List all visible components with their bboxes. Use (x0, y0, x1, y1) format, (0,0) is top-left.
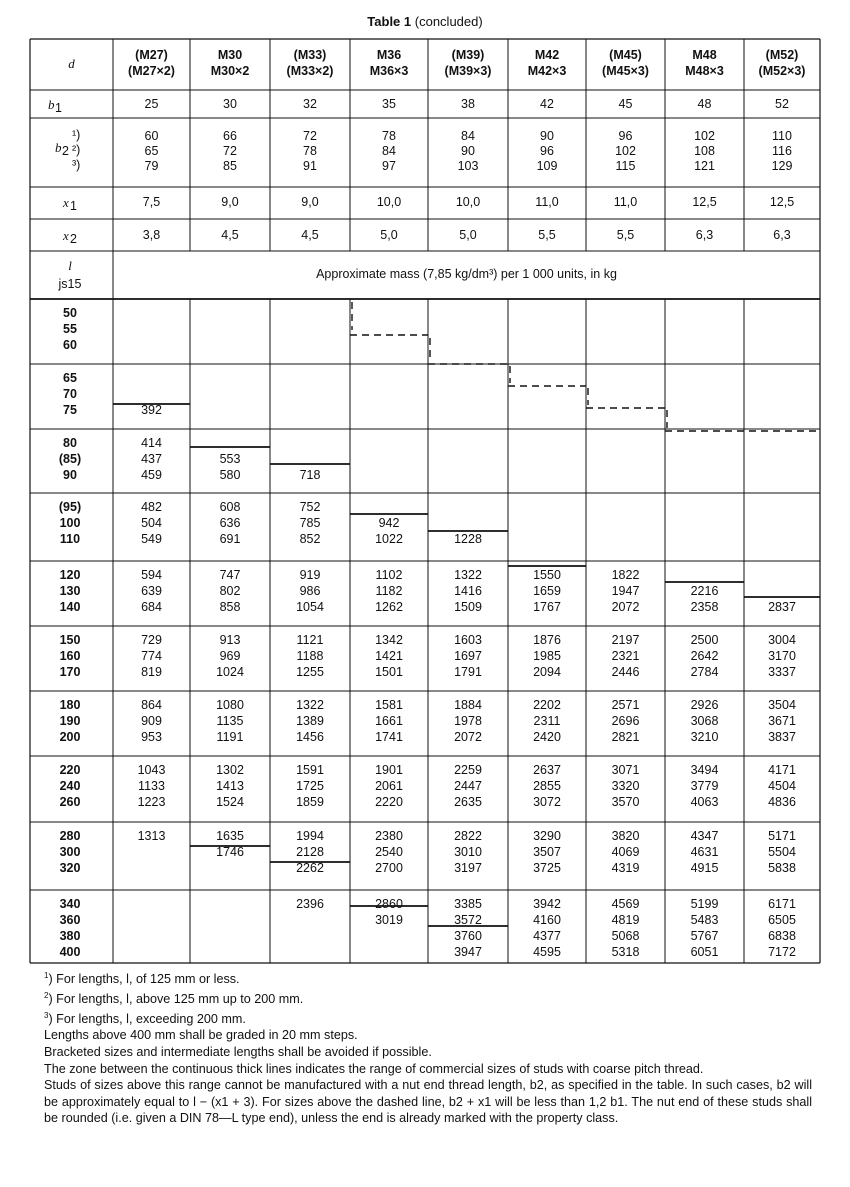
length-2-2: 90 (63, 468, 77, 482)
x2-value-2: 4,5 (301, 228, 319, 242)
mass-2-0-2: 459 (141, 468, 162, 482)
mass-8-4-2: 3197 (454, 861, 482, 875)
tolerance-label: js15 (58, 277, 82, 291)
length-4-2: 140 (59, 600, 81, 614)
length-8-2: 320 (59, 861, 81, 875)
b2-value-1-4: 90 (461, 144, 475, 158)
mass-9-5-1: 4160 (533, 913, 561, 927)
x2-value-4: 5,0 (459, 228, 477, 242)
mass-9-8-3: 7172 (768, 945, 796, 959)
mass-2-2-2: 718 (299, 468, 321, 482)
mass-4-2-2: 1054 (296, 600, 324, 614)
mass-6-2-0: 1322 (296, 698, 324, 712)
mass-2-0-0: 414 (141, 436, 162, 450)
mass-5-8-0: 3004 (768, 633, 796, 647)
mass-7-1-1: 1413 (216, 779, 244, 793)
mass-5-1-2: 1024 (216, 665, 244, 679)
mass-4-2-0: 919 (299, 568, 321, 582)
mass-8-5-0: 3290 (533, 829, 561, 843)
b2-value-1-0: 65 (144, 144, 159, 158)
note-7: Studs of sizes above this range cannot be manufactured with a nut end thread length, b2, as specified in the table. In such cases, b2 will be approximately equal to l − (x1 + 3). For sizes above the dashed line, b2 + x1 will be less than 1,2 b1. The nut end of these studs shall be rounded (i.e. given a DIN 78—L type end), unless the end is already marked with the property class. (44, 1078, 812, 1126)
mass-7-7-2: 4063 (690, 795, 719, 809)
size-bottom-8: (M52×3) (758, 64, 806, 78)
table-title: Table 1 (367, 14, 412, 29)
mass-6-8-0: 3504 (768, 698, 796, 712)
b2-value-0-0: 60 (144, 129, 159, 143)
mass-9-4-2: 3760 (454, 929, 482, 943)
mass-9-7-2: 5767 (690, 929, 719, 943)
b1-value-0: 25 (144, 97, 159, 111)
x1-value-8: 12,5 (769, 195, 795, 209)
mass-2-0-1: 437 (141, 452, 162, 466)
b2-footnote-ref-0: ¹) (72, 128, 81, 142)
mass-8-7-2: 4915 (690, 861, 719, 875)
length-0-2: 60 (63, 338, 77, 352)
size-top-1: M30 (217, 48, 243, 62)
mass-5-6-2: 2446 (611, 665, 640, 679)
b1-value-8: 52 (775, 97, 789, 111)
length-1-1: 70 (63, 387, 77, 401)
x1-label: x (63, 195, 69, 210)
b1-value-2: 32 (303, 97, 317, 111)
length-5-0: 150 (59, 633, 81, 647)
mass-8-3-0: 2380 (375, 829, 403, 843)
mass-9-4-3: 3947 (454, 945, 482, 959)
mass-8-0-0: 1313 (137, 829, 166, 843)
mass-6-3-1: 1661 (375, 714, 403, 728)
length-6-0: 180 (59, 698, 81, 712)
b2-value-1-2: 78 (303, 144, 317, 158)
x1-value-5: 11,0 (535, 195, 559, 209)
mass-3-1-2: 691 (219, 532, 241, 546)
b1-label-sub: 1 (55, 101, 62, 115)
mass-4-1-1: 802 (219, 584, 241, 598)
x1-value-4: 10,0 (455, 195, 481, 209)
mass-7-5-0: 2637 (533, 763, 561, 777)
x1-value-1: 9,0 (221, 195, 239, 209)
length-9-1: 360 (59, 913, 81, 927)
b1-value-5: 42 (540, 97, 554, 111)
length-1-0: 65 (63, 371, 77, 385)
mass-9-3-1: 3019 (375, 913, 403, 927)
x2-value-5: 5,5 (538, 228, 556, 242)
mass-4-8-2: 2837 (768, 600, 796, 614)
b2-value-1-1: 72 (223, 144, 237, 158)
x2-value-0: 3,8 (142, 228, 161, 242)
note-1: $^1$) For lengths, l, of 125 mm or less. (44, 971, 240, 987)
b2-value-0-1: 66 (223, 129, 237, 143)
length-8-1: 300 (59, 845, 81, 859)
length-6-2: 200 (59, 730, 81, 744)
mass-5-0-2: 819 (141, 665, 162, 679)
mass-7-0-1: 1133 (138, 779, 165, 793)
mass-8-5-1: 3507 (533, 845, 561, 859)
mass-9-3-0: 2860 (375, 897, 403, 911)
mass-8-1-1: 1746 (216, 845, 244, 859)
mass-1-0-2: 392 (141, 403, 162, 417)
mass-6-6-0: 2571 (611, 698, 640, 712)
mass-7-4-2: 2635 (454, 795, 482, 809)
b1-value-4: 38 (461, 97, 475, 111)
b2-value-1-3: 84 (382, 144, 396, 158)
x2-value-6: 5,5 (616, 228, 635, 242)
mass-7-1-0: 1302 (216, 763, 244, 777)
size-bottom-5: M42×3 (527, 64, 567, 78)
mass-6-4-0: 1884 (454, 698, 482, 712)
mass-9-8-0: 6171 (768, 897, 796, 911)
d-label: d (68, 56, 75, 71)
mass-6-7-2: 3210 (690, 730, 719, 744)
mass-8-2-0: 1994 (296, 829, 324, 843)
length-4-0: 120 (59, 568, 81, 582)
mass-8-8-1: 5504 (768, 845, 796, 859)
mass-9-5-0: 3942 (533, 897, 561, 911)
mass-6-1-2: 1191 (216, 730, 244, 744)
mass-7-7-1: 3779 (690, 779, 719, 793)
mass-8-2-2: 2262 (296, 861, 324, 875)
mass-5-5-1: 1985 (533, 649, 561, 663)
b2-value-2-6: 115 (615, 159, 636, 173)
b1-value-3: 35 (382, 97, 396, 111)
length-7-1: 240 (59, 779, 81, 793)
b2-value-2-8: 129 (771, 159, 793, 173)
b2-value-2-7: 121 (694, 159, 715, 173)
b2-value-1-7: 108 (694, 144, 715, 158)
mass-4-7-2: 2358 (690, 600, 719, 614)
size-bottom-4: (M39×3) (444, 64, 492, 78)
mass-5-7-1: 2642 (690, 649, 719, 663)
mass-4-7-1: 2216 (690, 584, 719, 598)
mass-5-8-1: 3170 (768, 649, 796, 663)
mass-5-4-2: 1791 (454, 665, 482, 679)
mass-9-8-2: 6838 (768, 929, 796, 943)
mass-4-4-1: 1416 (454, 584, 482, 598)
mass-5-3-2: 1501 (375, 665, 403, 679)
length-6-1: 190 (59, 714, 81, 728)
mass-7-3-0: 1901 (375, 763, 403, 777)
mass-9-7-1: 5483 (690, 913, 719, 927)
length-9-3: 400 (59, 945, 81, 959)
mass-4-3-1: 1182 (375, 584, 403, 598)
b2-footnote-ref-2: ³) (72, 158, 81, 172)
b2-value-0-2: 72 (303, 129, 317, 143)
mass-6-0-1: 909 (141, 714, 162, 728)
table-notes (44, 968, 812, 1127)
mass-2-1-2: 580 (219, 468, 241, 482)
mass-3-1-0: 608 (219, 500, 241, 514)
mass-7-4-1: 2447 (454, 779, 482, 793)
mass-6-4-2: 2072 (454, 730, 482, 744)
l-label: l (68, 258, 72, 273)
mass-5-0-1: 774 (141, 649, 162, 663)
size-top-6: (M45) (609, 48, 642, 62)
mass-5-7-0: 2500 (690, 633, 719, 647)
size-top-4: (M39) (451, 48, 485, 62)
length-0-0: 50 (63, 306, 77, 320)
mass-6-3-2: 1741 (375, 730, 403, 744)
mass-7-3-1: 2061 (375, 779, 403, 793)
x1-value-2: 9,0 (301, 195, 319, 209)
mass-6-3-0: 1581 (375, 698, 403, 712)
mass-5-5-2: 2094 (533, 665, 561, 679)
mass-6-4-1: 1978 (454, 714, 482, 728)
note-3: $^3$) For lengths, l, exceeding 200 mm. (44, 1010, 246, 1026)
b2-value-2-0: 79 (144, 159, 159, 173)
mass-7-0-2: 1223 (137, 795, 166, 809)
mass-4-1-0: 747 (219, 568, 241, 582)
mass-2-1-1: 553 (219, 452, 241, 466)
mass-7-4-0: 2259 (454, 763, 482, 777)
length-4-1: 130 (59, 584, 81, 598)
table-title-suffix: (concluded) (414, 14, 483, 29)
mass-7-5-1: 2855 (533, 779, 561, 793)
mass-5-6-1: 2321 (611, 649, 640, 663)
size-bottom-6: (M45×3) (602, 64, 649, 78)
mass-6-6-1: 2696 (611, 714, 640, 728)
mass-7-8-1: 4504 (768, 779, 796, 793)
b1-label: b (48, 97, 55, 112)
mass-6-6-2: 2821 (611, 730, 640, 744)
mass-7-5-2: 3072 (533, 795, 561, 809)
mass-3-0-1: 504 (141, 516, 162, 530)
b2-value-2-5: 109 (536, 159, 558, 173)
size-bottom-1: M30×2 (210, 64, 250, 78)
mass-8-5-2: 3725 (533, 861, 561, 875)
mass-8-3-1: 2540 (375, 845, 403, 859)
b2-value-1-5: 96 (540, 144, 554, 158)
mass-6-5-0: 2202 (533, 698, 561, 712)
mass-3-3-2: 1022 (375, 532, 403, 546)
mass-9-8-1: 6505 (768, 913, 796, 927)
x2-value-3: 5,0 (380, 228, 398, 242)
b2-value-2-2: 91 (303, 159, 317, 173)
size-top-8: (M52) (765, 48, 799, 62)
x1-value-6: 11,0 (613, 195, 638, 209)
mass-4-0-0: 594 (141, 568, 162, 582)
mass-6-0-0: 864 (141, 698, 162, 712)
b2-value-1-6: 102 (615, 144, 636, 158)
mass-4-6-2: 2072 (611, 600, 640, 614)
mass-7-8-2: 4836 (768, 795, 796, 809)
mass-9-6-0: 4569 (611, 897, 640, 911)
note-5: Bracketed sizes and intermediate lengths shall be avoided if possible. (44, 1044, 432, 1059)
mass-8-6-0: 3820 (611, 829, 640, 843)
mass-5-5-0: 1876 (533, 633, 561, 647)
mass-7-6-2: 3570 (611, 795, 640, 809)
mass-9-7-3: 6051 (690, 945, 719, 959)
note-4: Lengths above 400 mm shall be graded in 20 mm steps. (44, 1028, 358, 1043)
mass-5-1-0: 913 (219, 633, 241, 647)
length-9-0: 340 (59, 897, 81, 911)
mass-4-3-0: 1102 (375, 568, 403, 582)
mass-7-2-1: 1725 (296, 779, 324, 793)
b1-value-7: 48 (697, 97, 712, 111)
mass-8-7-0: 4347 (690, 829, 719, 843)
mass-7-8-0: 4171 (768, 763, 796, 777)
mass-5-0-0: 729 (141, 633, 162, 647)
mass-7-6-1: 3320 (611, 779, 640, 793)
mass-9-6-2: 5068 (611, 929, 640, 943)
mass-6-1-1: 1135 (216, 714, 244, 728)
b2-footnote-ref-1: ²) (72, 143, 81, 157)
length-8-0: 280 (59, 829, 81, 843)
x2-value-1: 4,5 (221, 228, 239, 242)
x1-label-sub: 1 (70, 199, 77, 213)
mass-3-4-2: 1228 (454, 532, 482, 546)
mass-3-0-2: 549 (141, 532, 162, 546)
length-3-2: 110 (59, 532, 81, 546)
mass-9-2-0: 2396 (296, 897, 324, 911)
size-bottom-0: (M27×2) (128, 64, 175, 78)
b2-value-2-1: 85 (223, 159, 237, 173)
mass-4-6-0: 1822 (611, 568, 640, 582)
mass-8-1-0: 1635 (216, 829, 244, 843)
mass-9-4-0: 3385 (454, 897, 482, 911)
mass-8-8-2: 5838 (768, 861, 796, 875)
mass-4-4-2: 1509 (454, 600, 482, 614)
b2-value-2-4: 103 (457, 159, 479, 173)
mass-5-3-0: 1342 (375, 633, 403, 647)
mass-6-8-1: 3671 (768, 714, 796, 728)
size-top-5: M42 (534, 48, 560, 62)
length-7-2: 260 (59, 795, 81, 809)
length-2-0: 80 (63, 436, 77, 450)
b2-label: b (55, 140, 62, 155)
b2-value-0-4: 84 (461, 129, 475, 143)
b1-value-1: 30 (223, 97, 237, 111)
x1-value-3: 10,0 (376, 195, 402, 209)
mass-5-8-2: 3337 (768, 665, 796, 679)
mass-5-6-0: 2197 (611, 633, 640, 647)
mass-8-4-0: 2822 (454, 829, 482, 843)
mass-4-6-1: 1947 (611, 584, 640, 598)
mass-4-1-2: 858 (219, 600, 241, 614)
b2-value-1-8: 116 (772, 144, 792, 158)
b2-value-0-8: 110 (772, 129, 792, 143)
b2-value-0-3: 78 (382, 129, 396, 143)
mass-7-2-0: 1591 (296, 763, 324, 777)
mass-4-0-1: 639 (141, 584, 162, 598)
mass-6-7-0: 2926 (690, 698, 719, 712)
mass-7-2-2: 1859 (296, 795, 324, 809)
mass-6-7-1: 3068 (690, 714, 719, 728)
mass-4-5-0: 1550 (533, 568, 561, 582)
mass-8-8-0: 5171 (768, 829, 796, 843)
mass-6-8-2: 3837 (768, 730, 796, 744)
mass-8-6-2: 4319 (611, 861, 640, 875)
mass-6-5-1: 2311 (533, 714, 561, 728)
mass-4-3-2: 1262 (375, 600, 403, 614)
mass-7-0-0: 1043 (137, 763, 166, 777)
mass-caption: Approximate mass (7,85 kg/dm³) per 1 000 units, in kg (316, 267, 617, 281)
note-6: The zone between the continuous thick lines indicates the range of commercial sizes of studs with coarse pitch thread. (44, 1061, 704, 1076)
x2-value-8: 6,3 (773, 228, 791, 242)
mass-4-4-0: 1322 (454, 568, 482, 582)
mass-9-6-3: 5318 (611, 945, 640, 959)
length-3-0: (95) (58, 500, 82, 514)
mass-3-2-2: 852 (299, 532, 321, 546)
x1-value-0: 7,5 (142, 195, 161, 209)
b2-value-0-7: 102 (694, 129, 715, 143)
mass-3-3-1: 942 (378, 516, 400, 530)
mass-7-6-0: 3071 (611, 763, 640, 777)
mass-6-2-1: 1389 (296, 714, 324, 728)
mass-6-0-2: 953 (141, 730, 162, 744)
mass-9-4-1: 3572 (454, 913, 482, 927)
mass-5-2-1: 1188 (296, 649, 324, 663)
mass-6-1-0: 1080 (216, 698, 244, 712)
b2-value-0-5: 90 (540, 129, 554, 143)
size-top-7: M48 (692, 48, 717, 62)
mass-5-4-0: 1603 (454, 633, 482, 647)
mass-6-2-2: 1456 (296, 730, 324, 744)
mass-9-7-0: 5199 (690, 897, 719, 911)
x2-label: x (63, 228, 69, 243)
length-9-2: 380 (59, 929, 81, 943)
mass-4-5-1: 1659 (533, 584, 561, 598)
size-bottom-3: M36×3 (369, 64, 409, 78)
mass-8-2-1: 2128 (296, 845, 324, 859)
mass-4-0-2: 684 (141, 600, 162, 614)
mass-7-1-2: 1524 (216, 795, 244, 809)
mass-9-5-2: 4377 (533, 929, 561, 943)
mass-3-0-0: 482 (141, 500, 162, 514)
b2-value-2-3: 97 (382, 159, 396, 173)
mass-4-2-1: 986 (299, 584, 321, 598)
mass-9-6-1: 4819 (611, 913, 640, 927)
mass-5-4-1: 1697 (454, 649, 482, 663)
mass-8-4-1: 3010 (454, 845, 482, 859)
b2-value-0-6: 96 (618, 129, 633, 143)
mass-4-5-2: 1767 (533, 600, 561, 614)
mass-7-7-0: 3494 (690, 763, 719, 777)
b2-label-sub: 2 (62, 144, 69, 158)
mass-9-5-3: 4595 (533, 945, 561, 959)
size-top-0: (M27) (135, 48, 168, 62)
size-top-3: M36 (376, 48, 402, 62)
x2-label-sub: 2 (70, 232, 77, 246)
size-bottom-2: (M33×2) (286, 64, 334, 78)
mass-5-3-1: 1421 (375, 649, 403, 663)
mass-3-1-1: 636 (219, 516, 241, 530)
x2-value-7: 6,3 (695, 228, 714, 242)
length-5-1: 160 (59, 649, 81, 663)
mass-7-3-2: 2220 (375, 795, 403, 809)
b1-value-6: 45 (618, 97, 633, 111)
mass-5-7-2: 2784 (690, 665, 719, 679)
size-top-2: (M33) (293, 48, 327, 62)
length-3-1: 100 (59, 516, 81, 530)
length-5-2: 170 (59, 665, 81, 679)
mass-8-6-1: 4069 (611, 845, 640, 859)
mass-5-2-2: 1255 (296, 665, 324, 679)
mass-3-2-0: 752 (299, 500, 321, 514)
length-0-1: 55 (63, 322, 77, 336)
mass-3-2-1: 785 (299, 516, 321, 530)
mass-8-7-1: 4631 (690, 845, 719, 859)
note-2: $^2$) For lengths, l, above 125 mm up to 200 mm. (44, 990, 304, 1006)
size-bottom-7: M48×3 (685, 64, 724, 78)
length-1-2: 75 (63, 403, 77, 417)
mass-5-2-0: 1121 (296, 633, 324, 647)
mass-8-3-2: 2700 (375, 861, 403, 875)
mass-6-5-2: 2420 (533, 730, 561, 744)
length-2-1: (85) (58, 452, 82, 466)
x1-value-7: 12,5 (692, 195, 717, 209)
length-7-0: 220 (59, 763, 81, 777)
mass-5-1-1: 969 (219, 649, 241, 663)
